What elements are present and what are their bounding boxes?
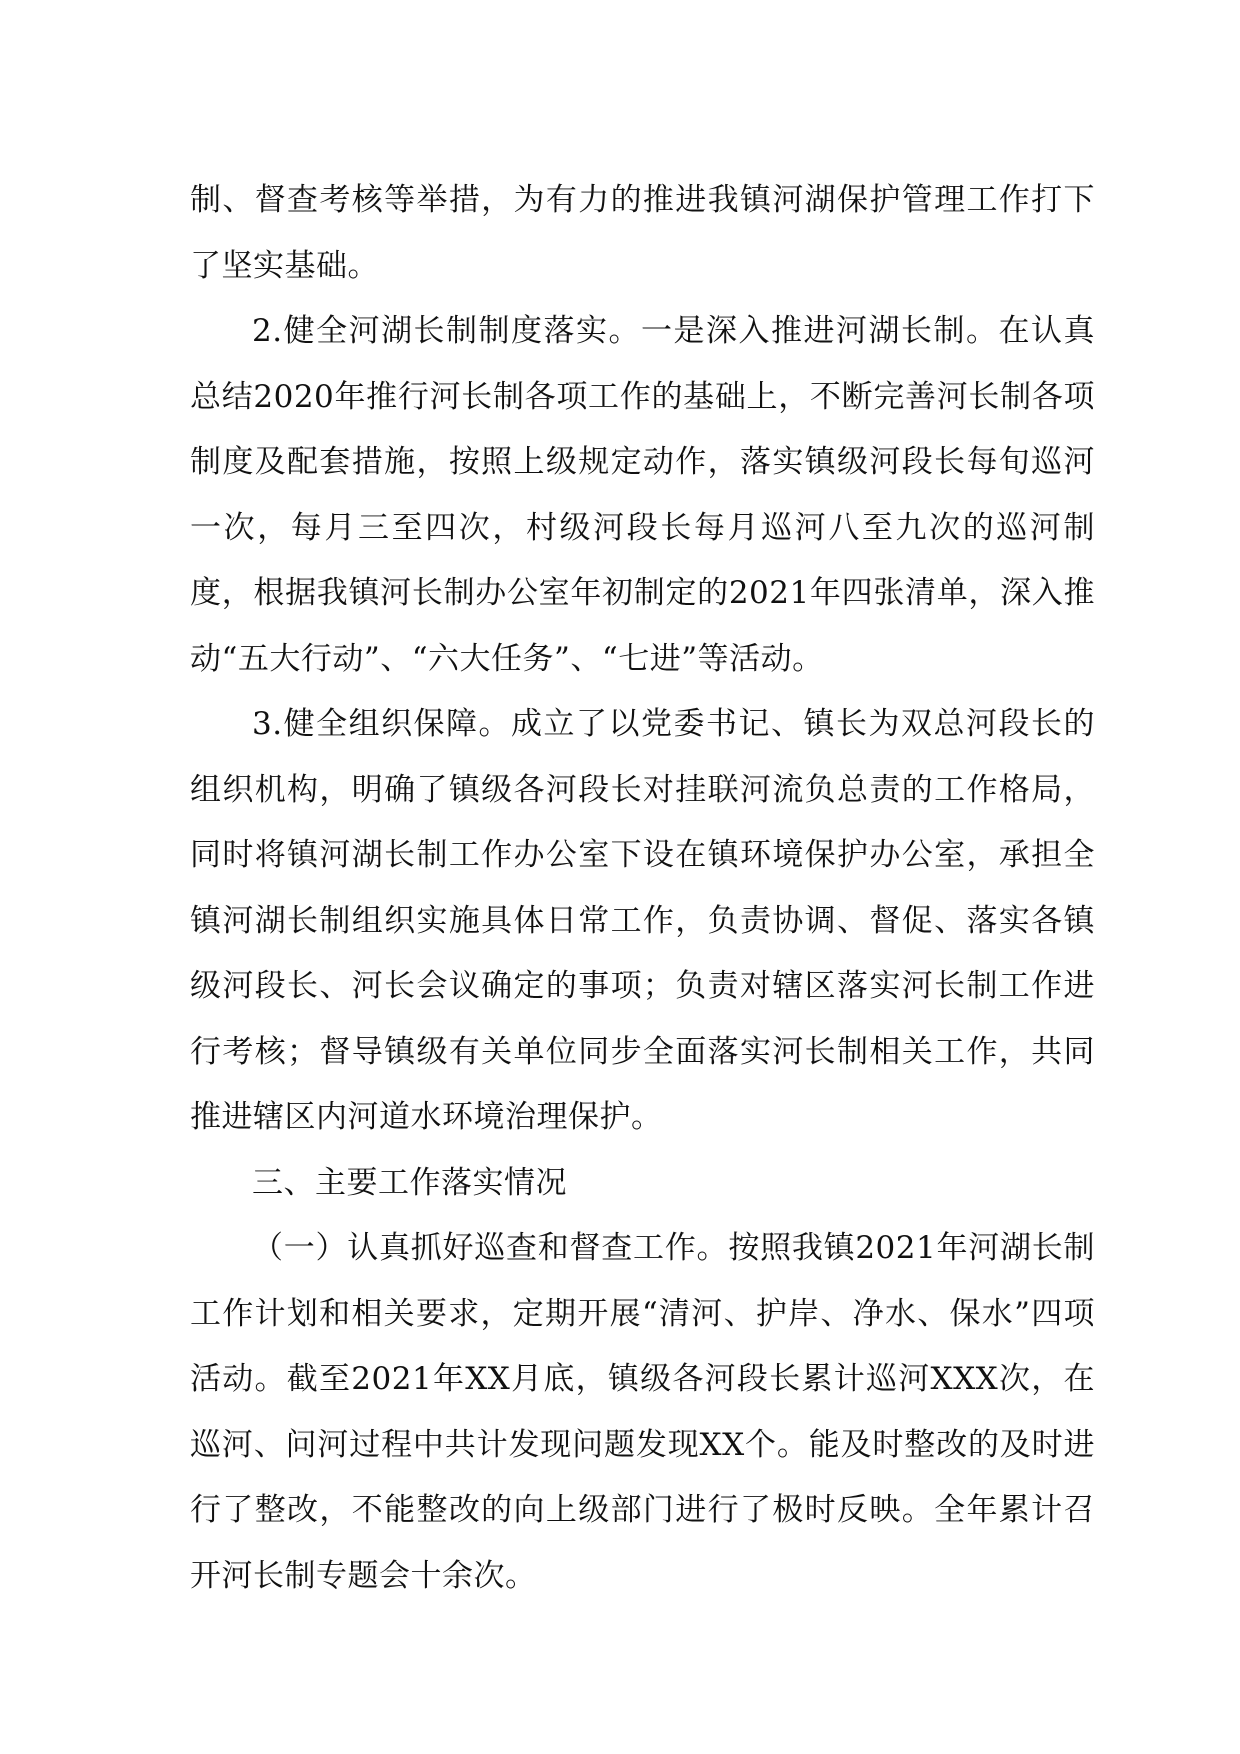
paragraph-patrol-supervision: （一）认真抓好巡查和督查工作。按照我镇2021年河湖长制工作计划和相关要求，定期开展“清河、护岸、净水、保水”四项活动。截至2021年XX月底，镇级各河段长累计巡河XXX次，在巡河、问河过程中共计发现问题发现XX个。能及时整改的及时进行了整改，不能整改的向上级部门进行了极时反映。全年累计召开河长制专题会十余次。 — [190, 1230, 1095, 1594]
section-heading-main-work: 三、主要工作落实情况 — [252, 1164, 567, 1201]
paragraph-system-implementation: 2.健全河湖长制制度落实。一是深入推进河湖长制。在认真总结2020年推行河长制各项工作的基础上，不断完善河长制各项制度及配套措施，按照上级规定动作，落实镇级河段长每旬巡河一次，每月三至四次，村级河段长每月巡河八至九次的巡河制度，根据我镇河长制办公室年初制定的2021年四张清单，深入推动“五大行动”、“六大任务”、“七进”等活动。 — [190, 313, 1095, 677]
document-page — [190, 168, 1095, 1609]
paragraph-organization-guarantee: 3.健全组织保障。成立了以党委书记、镇长为双总河段长的组织机构，明确了镇级各河段长对挂联河流负总责的工作格局，同时将镇河湖长制工作办公室下设在镇环境保护办公室，承担全镇河湖长制组织实施具体日常工作，负责协调、督促、落实各镇级河段长、河长会议确定的事项；负责对辖区落实河长制工作进行考核；督导镇级有关单位同步全面落实河长制相关工作，共同推进辖区内河道水环境治理保护。 — [190, 706, 1095, 1135]
paragraph-continuation: 制、督查考核等举措，为有力的推进我镇河湖保护管理工作打下了坚实基础。 — [190, 182, 1095, 284]
